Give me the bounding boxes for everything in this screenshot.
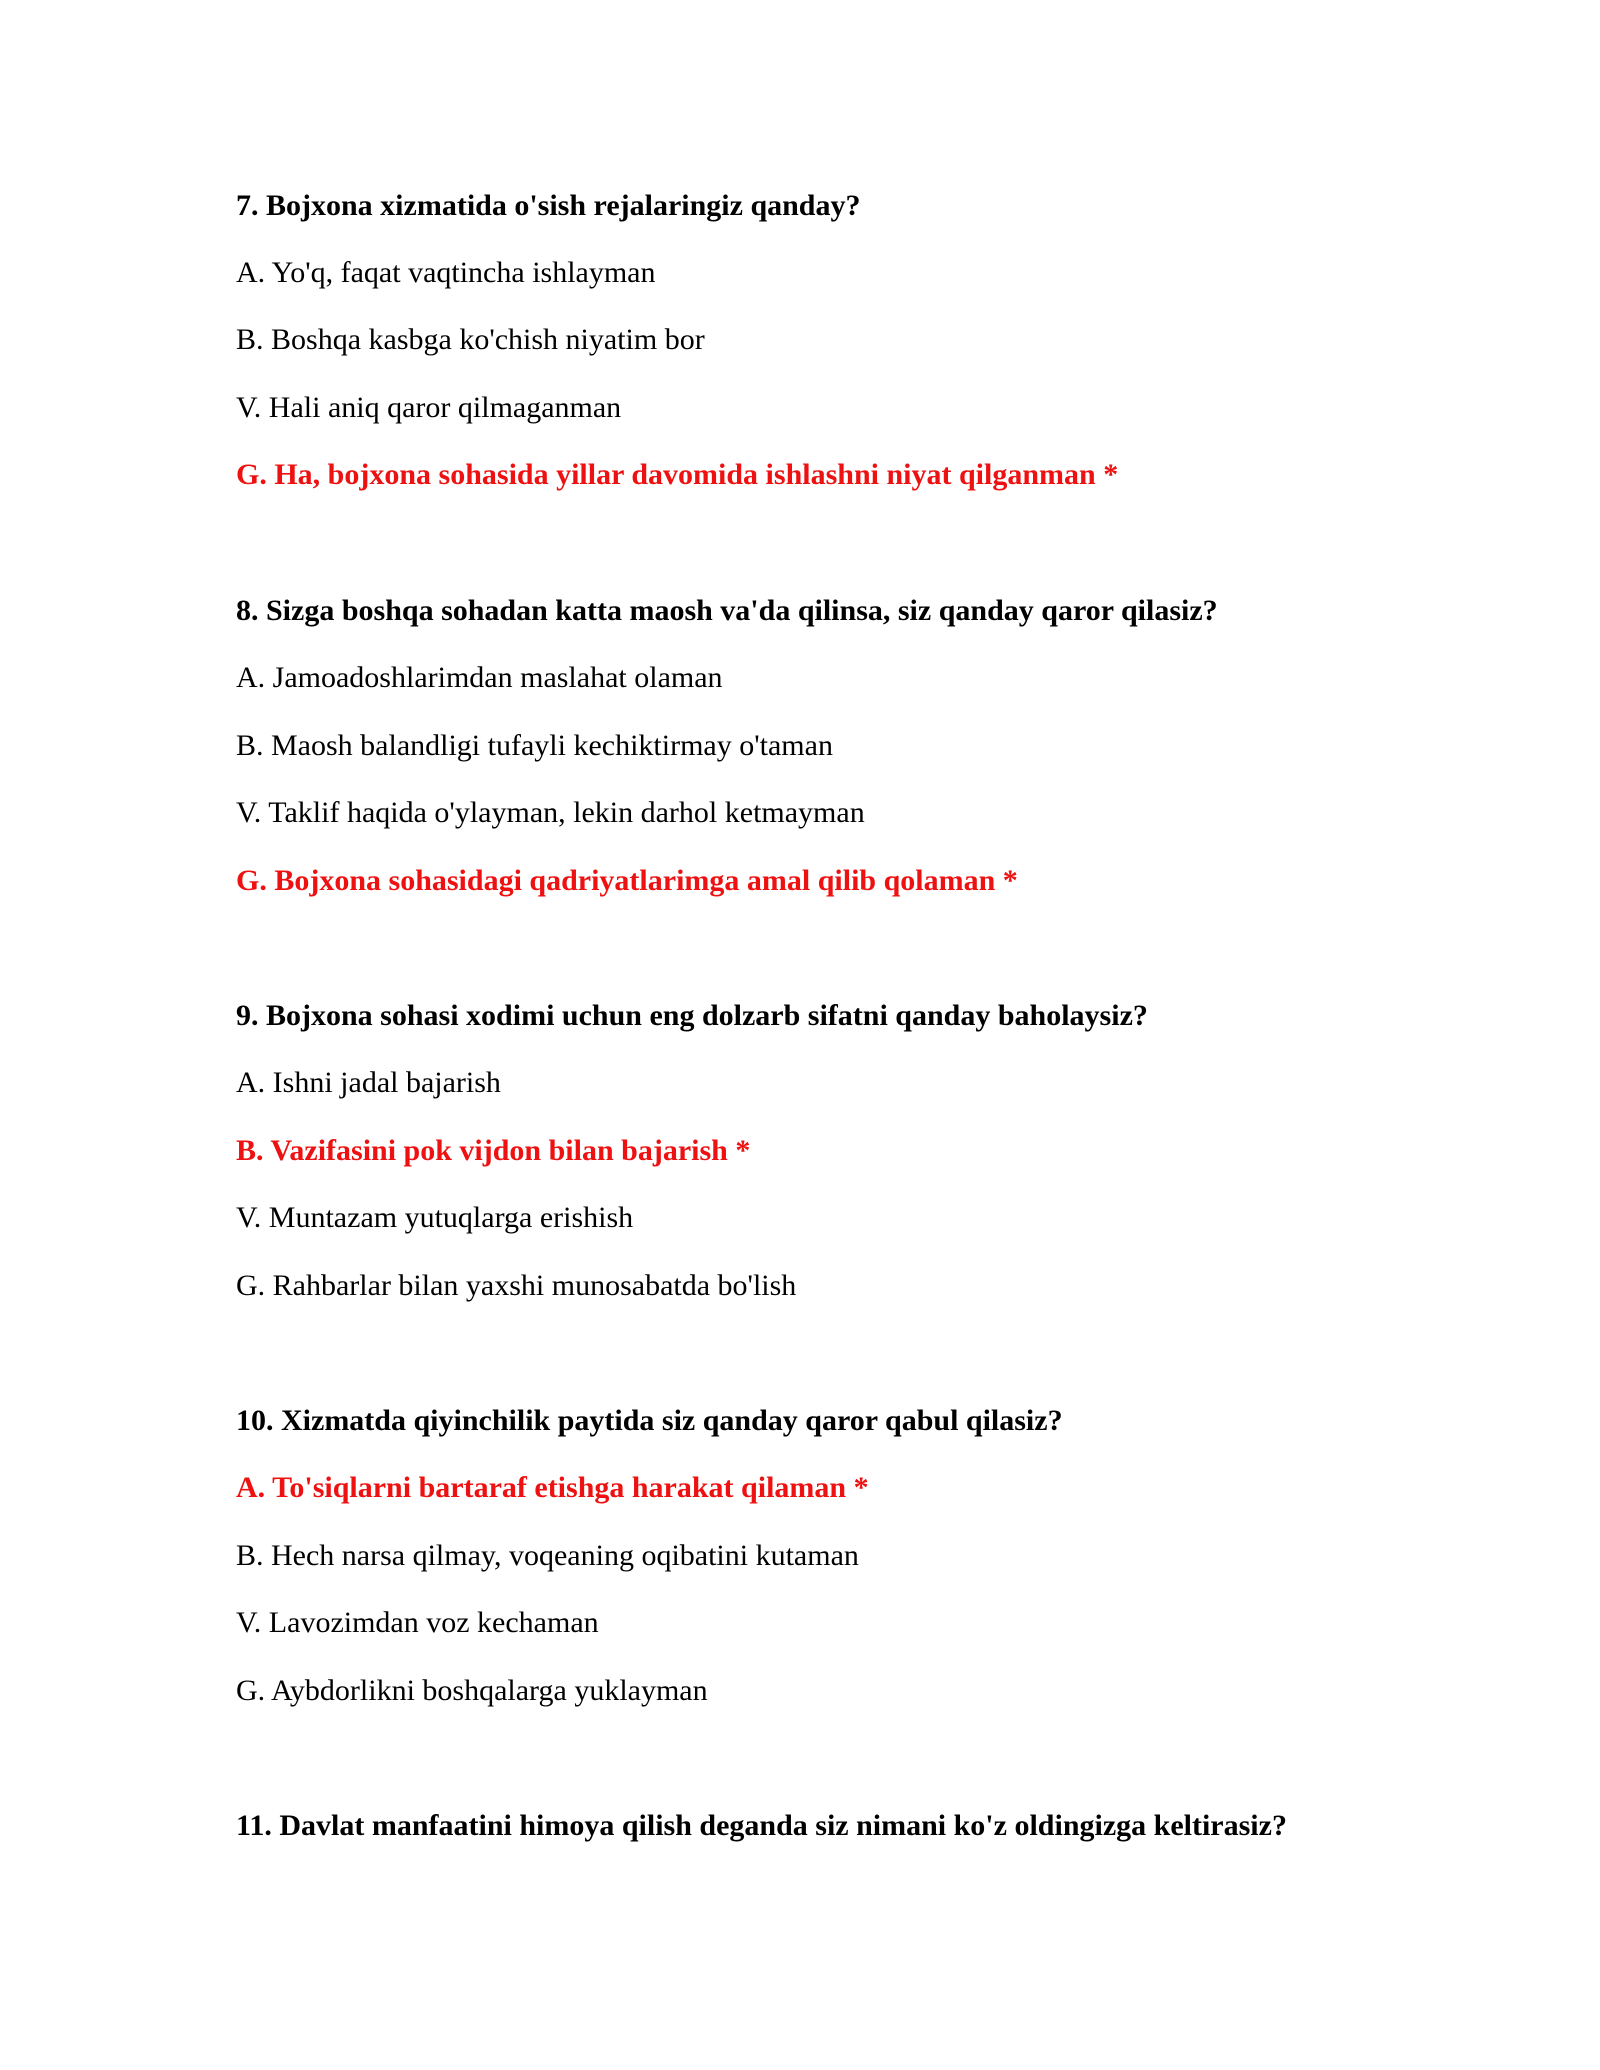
question-7-option-a: A. Yo'q, faqat vaqtincha ishlayman bbox=[236, 256, 656, 289]
question-7-option-b: B. Boshqa kasbga ko'chish niyatim bor bbox=[236, 323, 705, 356]
question-9-option-g: G. Rahbarlar bilan yaxshi munosabatda bo'lish bbox=[236, 1269, 797, 1302]
question-10-title: 10. Xizmatda qiyinchilik paytida siz qanday qaror qabul qilasiz? bbox=[236, 1404, 1063, 1437]
question-9-title: 9. Bojxona sohasi xodimi uchun eng dolzarb sifatni qanday baholaysiz? bbox=[236, 999, 1148, 1032]
question-9-option-v: V. Muntazam yutuqlarga erishish bbox=[236, 1201, 634, 1234]
question-10-option-v: V. Lavozimdan voz kechaman bbox=[236, 1606, 599, 1639]
question-11-title: 11. Davlat manfaatini himoya qilish deganda siz nimani ko'z oldingizga keltirasiz? bbox=[236, 1809, 1287, 1842]
question-8-title: 8. Sizga boshqa sohadan katta maosh va'da qilinsa, siz qanday qaror qilasiz? bbox=[236, 594, 1218, 627]
question-8-option-g-correct: G. Bojxona sohasidagi qadriyatlarimga amal qilib qolaman * bbox=[236, 864, 1018, 897]
question-8-option-v: V. Taklif haqida o'ylayman, lekin darhol ketmayman bbox=[236, 796, 865, 829]
question-8-option-a: A. Jamoadoshlarimdan maslahat olaman bbox=[236, 661, 723, 694]
question-10-option-b: B. Hech narsa qilmay, voqeaning oqibatini kutaman bbox=[236, 1539, 859, 1572]
question-8-option-b: B. Maosh balandligi tufayli kechiktirmay o'taman bbox=[236, 729, 833, 762]
question-7-title: 7. Bojxona xizmatida o'sish rejalaringiz qanday? bbox=[236, 189, 861, 222]
question-7-option-g-correct: G. Ha, bojxona sohasida yillar davomida ishlashni niyat qilganman * bbox=[236, 458, 1119, 491]
question-10-option-g: G. Aybdorlikni boshqalarga yuklayman bbox=[236, 1674, 708, 1707]
question-9-option-b-correct: B. Vazifasini pok vijdon bilan bajarish * bbox=[236, 1134, 751, 1167]
question-7-option-v: V. Hali aniq qaror qilmaganman bbox=[236, 391, 622, 424]
question-10-option-a-correct: A. To'siqlarni bartaraf etishga harakat qilaman * bbox=[236, 1471, 869, 1504]
question-9-option-a: A. Ishni jadal bajarish bbox=[236, 1066, 501, 1099]
